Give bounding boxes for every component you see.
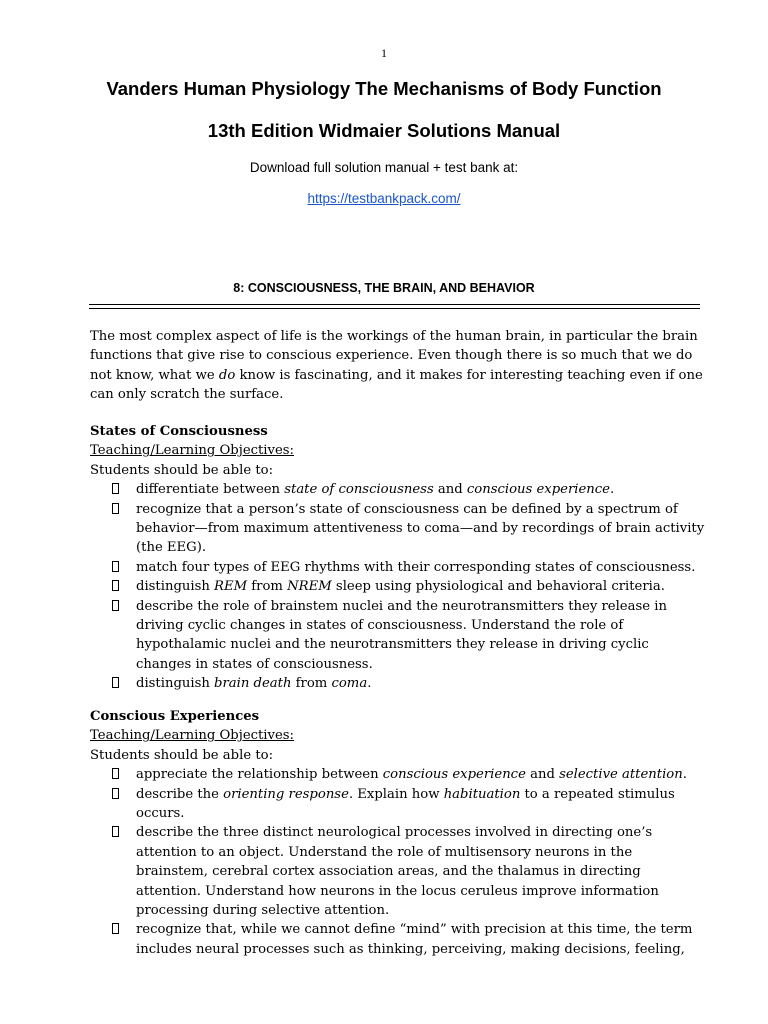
item-text: . — [610, 482, 615, 498]
item-text: and — [433, 482, 467, 498]
item-emphasis: REM — [214, 579, 248, 595]
item-emphasis: selective attention — [559, 767, 683, 783]
intro-text-2: know is fascinating, and it makes for interesting teaching even if one can only scratch the surface. — [90, 367, 703, 403]
list-item — [136, 577, 705, 596]
section-heading: Conscious Experiences — [90, 709, 260, 724]
item-text: describe the role of brainstem nuclei and the neurotransmitters they release in driving cyclic changes in states of consciousness. Understand the role of hypothalamic nuclei and the neurotransmitters they release in driving cyclic changes in states of consciousness. — [136, 598, 667, 672]
item-text: and — [525, 767, 560, 783]
item-text: from — [247, 579, 288, 595]
list-item — [136, 785, 705, 824]
item-text: distinguish — [136, 676, 215, 692]
item-emphasis: conscious experience — [382, 767, 526, 783]
section-subheading: Teaching/Learning Objectives: — [90, 728, 294, 744]
item-text: match four types of EEG rhythms with their corresponding states of consciousness. — [136, 559, 696, 575]
intro-paragraph — [90, 327, 705, 405]
section-heading: States of Consciousness — [90, 424, 268, 439]
item-emphasis: coma — [331, 676, 368, 692]
item-emphasis: orienting response — [223, 786, 349, 802]
objectives-list — [90, 480, 705, 693]
page-number: 1 — [381, 46, 387, 60]
intro-emphasis: do — [218, 367, 236, 383]
list-item — [136, 500, 705, 558]
list-item — [136, 674, 705, 693]
chapter-rule-top — [89, 304, 700, 305]
download-link-row — [0, 191, 768, 206]
chapter-heading: 8: CONSCIOUSNESS, THE BRAIN, AND BEHAVIOR — [233, 281, 535, 295]
item-text: . — [682, 767, 687, 783]
item-text: recognize that a person’s state of consciousness can be defined by a spectrum of behavior—from maximum attentiveness to coma—and by recordings of brain activity (the EEG). — [136, 501, 705, 556]
section-lead: Students should be able to: — [90, 747, 274, 763]
document-title-line-2: 13th Edition Widmaier Solutions Manual — [207, 120, 561, 141]
item-emphasis: habituation — [443, 786, 521, 802]
missing-glyph-box-icon — [112, 597, 119, 616]
item-text: distinguish — [136, 579, 215, 595]
missing-glyph-box-icon — [112, 558, 119, 577]
list-item — [136, 597, 705, 675]
list-item — [136, 480, 705, 499]
item-emphasis: NREM — [287, 579, 332, 595]
missing-glyph-box-icon — [112, 823, 119, 842]
missing-glyph-box-icon — [112, 577, 119, 596]
section-conscious-experiences — [90, 707, 705, 959]
list-item — [136, 765, 705, 784]
section-states-of-consciousness — [90, 422, 705, 694]
missing-glyph-box-icon — [112, 500, 119, 519]
download-note: Download full solution manual + test bank at: — [249, 160, 519, 175]
missing-glyph-box-icon — [112, 480, 119, 499]
intro-text-1: The most complex aspect of life is the workings of the human brain, in particular the brain functions that give rise to conscious experience. Even though there is so much that we do not know, what we — [90, 329, 698, 383]
item-text: . Explain how — [348, 786, 444, 802]
list-item — [136, 823, 705, 920]
item-emphasis: conscious experience — [466, 482, 610, 498]
list-item — [136, 920, 705, 959]
chapter-rule-bottom — [89, 308, 700, 309]
item-text: recognize that, while we cannot define “mind” with precision at this time, the term includes neural processes such as thinking, perceiving, making decisions, feeling, — [136, 922, 693, 957]
item-emphasis: brain death — [214, 676, 292, 692]
section-subheading: Teaching/Learning Objectives: — [90, 443, 294, 459]
download-link[interactable]: https://testbankpack.com/ — [307, 191, 461, 206]
missing-glyph-box-icon — [112, 674, 119, 693]
document-title-line-1: Vanders Human Physiology The Mechanisms of Body Function — [106, 78, 662, 99]
item-text: to a repeated stimulus occurs. — [136, 786, 675, 822]
list-item — [136, 558, 705, 577]
objectives-list — [90, 765, 705, 959]
item-text: sleep using physiological and behavioral criteria. — [331, 579, 665, 595]
item-text: from — [291, 676, 332, 692]
missing-glyph-box-icon — [112, 920, 119, 939]
missing-glyph-box-icon — [112, 785, 119, 804]
item-text: appreciate the relationship between — [136, 767, 383, 783]
item-text: describe the — [136, 786, 224, 802]
section-lead: Students should be able to: — [90, 462, 274, 478]
item-text: . — [367, 676, 372, 692]
item-text: differentiate between — [136, 482, 285, 498]
missing-glyph-box-icon — [112, 765, 119, 784]
item-text: describe the three distinct neurological processes involved in directing one’s attention to an object. Understand the role of multisensory neurons in the brainstem, cerebral cortex association areas, and the thalamus in directing attention. Understand how neurons in the locus ceruleus improve information processing during selective attention. — [136, 825, 659, 919]
item-emphasis: state of consciousness — [284, 482, 434, 498]
